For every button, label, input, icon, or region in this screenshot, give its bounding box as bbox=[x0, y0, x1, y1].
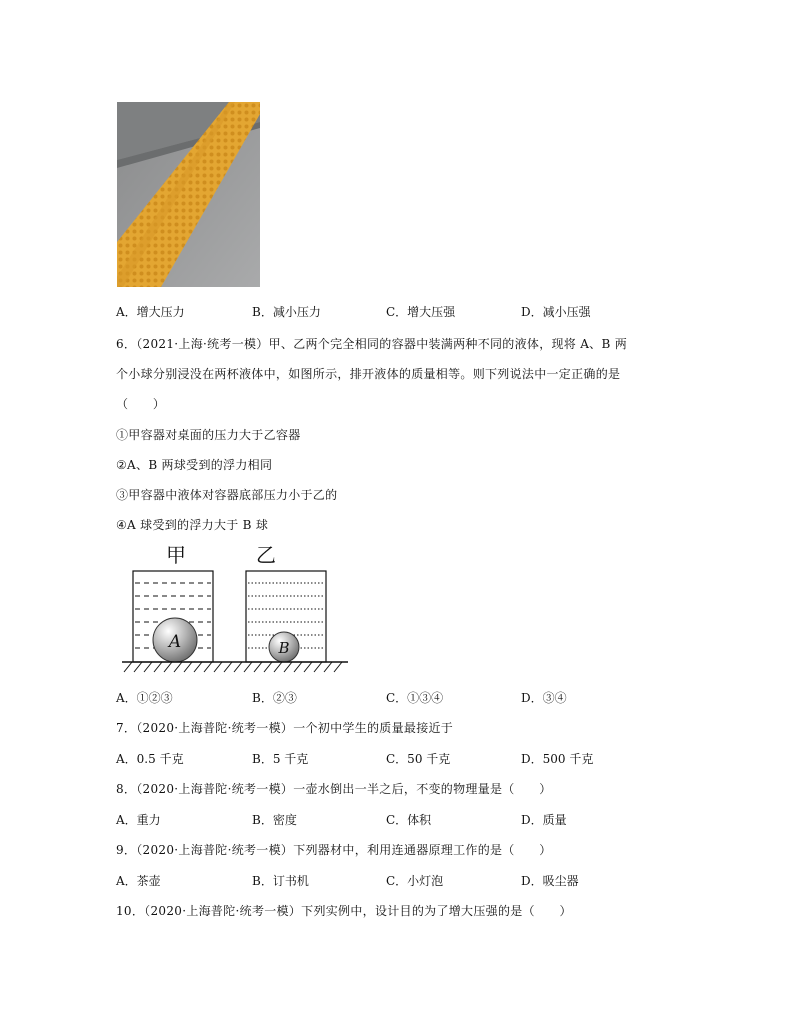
q5-option-d: D．减小压强 bbox=[521, 305, 591, 319]
q8-option-d: D．质量 bbox=[521, 813, 567, 827]
q7-option-c: C．50 千克 bbox=[386, 752, 451, 766]
q10-stem: 10．（2020·上海普陀·统考一模）下列实例中，设计目的为了增大压强的是（ ） bbox=[116, 904, 572, 918]
q7-option-d: D．500 千克 bbox=[521, 752, 594, 766]
q7-option-b: B．5 千克 bbox=[252, 752, 309, 766]
q5-option-c: C．增大压强 bbox=[386, 305, 456, 319]
container-jia-label: 甲 bbox=[166, 543, 186, 567]
q8-option-c: C．体积 bbox=[386, 813, 432, 827]
tactile-paving-image bbox=[117, 102, 260, 287]
q6-option-b: B．②③ bbox=[252, 691, 297, 705]
tactile-paving-photo bbox=[117, 102, 260, 287]
q8-option-b: B．密度 bbox=[252, 813, 297, 827]
q6-statement-2: ②A、B 两球受到的浮力相同 bbox=[116, 458, 273, 472]
q9-option-b: B．订书机 bbox=[252, 874, 309, 888]
ball-a-label: A bbox=[168, 632, 182, 652]
ball-b-label: B bbox=[278, 639, 290, 657]
q6-statement-4: ④A 球受到的浮力大于 B 球 bbox=[116, 518, 269, 532]
q6-option-c: C．①③④ bbox=[386, 691, 444, 705]
q9-option-a: A．茶壶 bbox=[116, 874, 161, 888]
q6-option-d: D．③④ bbox=[521, 691, 567, 705]
q8-stem: 8．（2020·上海普陀·统考一模）一壶水倒出一半之后，不变的物理量是（ ） bbox=[116, 782, 552, 796]
table-surface bbox=[122, 662, 348, 672]
q6-option-a: A．①②③ bbox=[116, 691, 173, 705]
q8-option-a: A．重力 bbox=[116, 813, 161, 827]
q9-stem: 9．（2020·上海普陀·统考一模）下列器材中，利用连通器原理工作的是（ ） bbox=[116, 843, 552, 857]
container-diagram-svg bbox=[120, 540, 352, 680]
q6-stem-line1: 6．（2021·上海·统考一模）甲、乙两个完全相同的容器中装满两种不同的液体，现将 A、B 两 bbox=[116, 337, 628, 351]
q9-option-c: C．小灯泡 bbox=[386, 874, 444, 888]
q7-option-a: A．0.5 千克 bbox=[116, 752, 184, 766]
q9-option-d: D．吸尘器 bbox=[521, 874, 579, 888]
q6-statement-3: ③甲容器中液体对容器底部压力小于乙的 bbox=[116, 488, 338, 502]
q6-stem-line3: （ ） bbox=[116, 397, 166, 411]
q6-container-diagram bbox=[120, 540, 352, 680]
q5-option-b: B．减小压力 bbox=[252, 305, 321, 319]
container-yi-label: 乙 bbox=[256, 543, 276, 567]
q6-statement-1: ①甲容器对桌面的压力大于乙容器 bbox=[116, 428, 301, 442]
q5-option-a: A．增大压力 bbox=[116, 305, 185, 319]
q6-stem-line2: 个小球分别浸没在两杯液体中，如图所示，排开液体的质量相等。则下列说法中一定正确的是 bbox=[116, 367, 621, 381]
container-jia bbox=[133, 571, 213, 662]
q7-stem: 7．（2020·上海普陀·统考一模）一个初中学生的质量最接近于 bbox=[116, 721, 454, 735]
container-yi bbox=[246, 571, 326, 662]
